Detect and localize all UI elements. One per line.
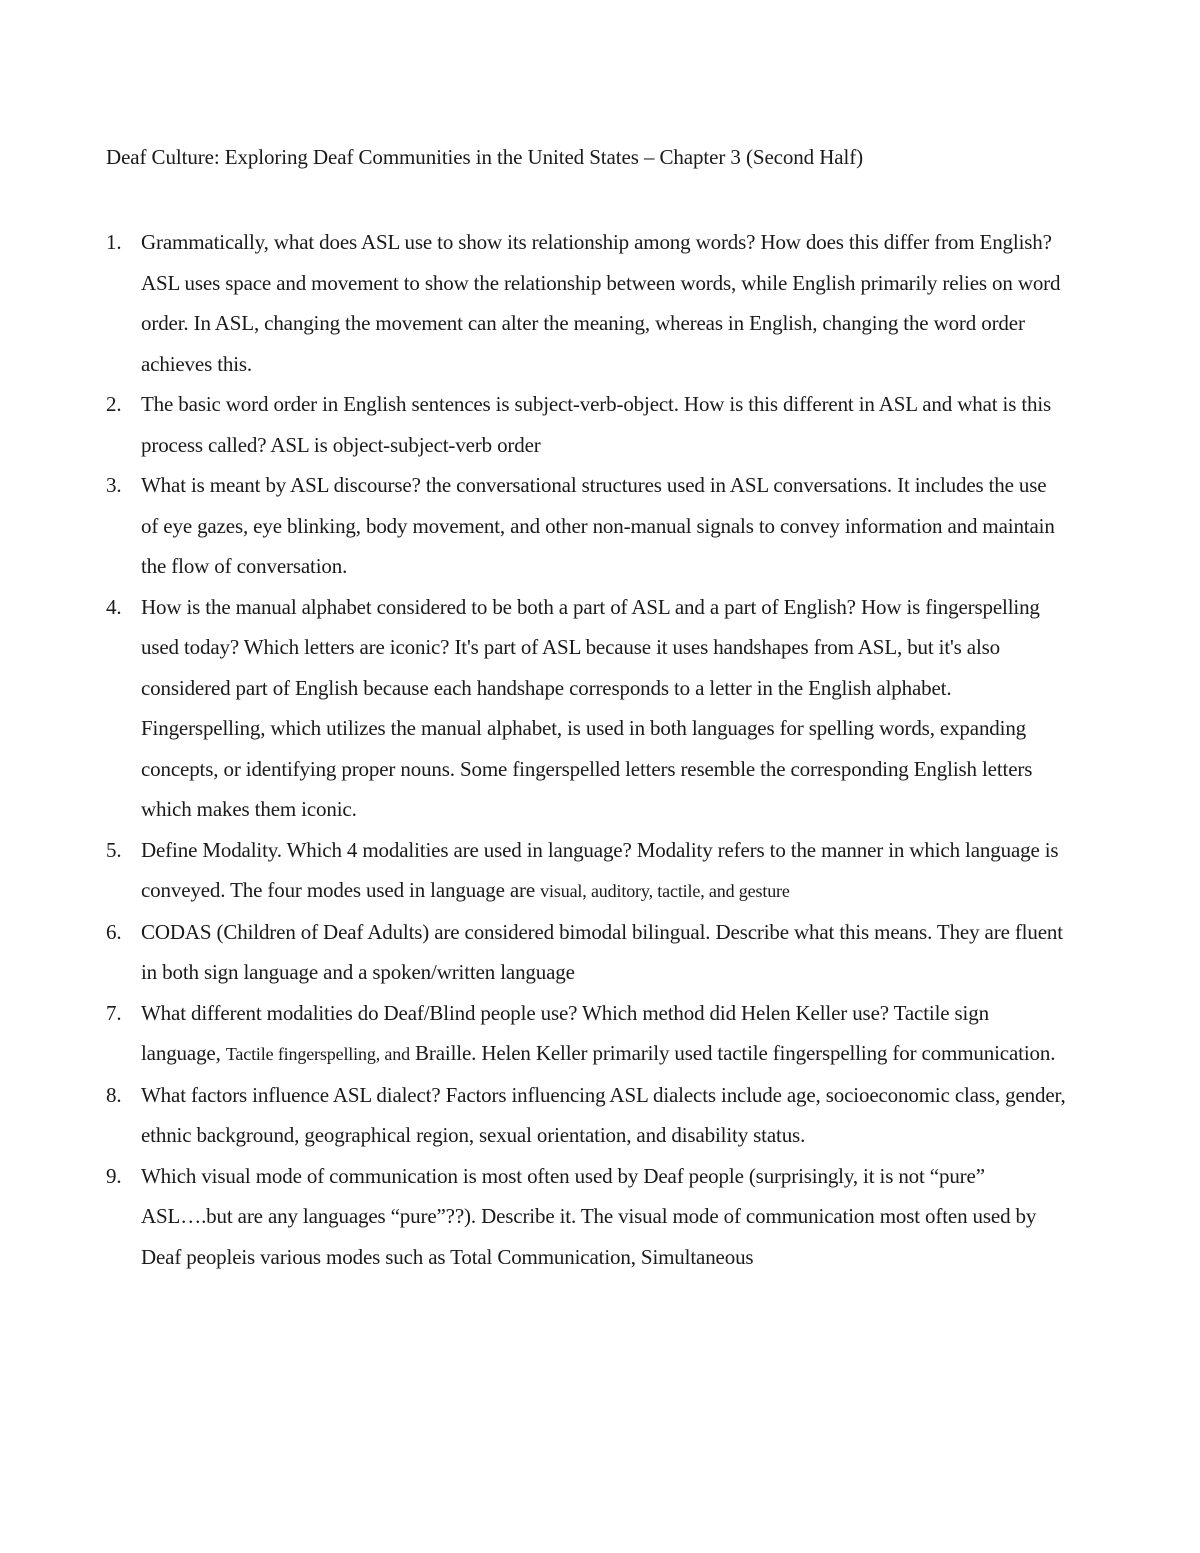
question-text: What factors influence ASL dialect? — [141, 1082, 441, 1107]
answer-text-small: visual, auditory, tactile, and gesture — [540, 881, 790, 901]
answer-text: It's part of ASL because it uses handshapes from ASL, but it's also considered part of English because each handshape corresponds to a letter in the English alphabet. Fingerspelling, which utilizes the manual alphabet, is used in both languages for spelling words, expanding concepts, or identifying proper nouns. Some fingerspelled letters resemble the corresponding English letters which makes them iconic. — [141, 635, 1033, 821]
answer-text: Factors influencing ASL dialects include age, socioeconomic class, gender, ethnic background, geographical region, sexual orientation, and disability status. — [141, 1082, 1066, 1147]
question-text: What is meant by ASL discourse? — [141, 473, 421, 497]
answer-text: Modality refers to the manner in which language is conveyed. The four modes used in language are — [141, 837, 1059, 902]
item-number: 1. — [106, 230, 122, 254]
answer-text: The visual mode of communication most often used by Deaf peopleis various modes such as Total Communication, Simultaneous — [141, 1204, 1037, 1269]
list-item — [0, 830, 1066, 912]
list-item — [0, 222, 1066, 384]
question-text: What different modalities do Deaf/Blind people use? Which method did Helen Keller use? — [141, 1000, 889, 1025]
item-number: 8. — [106, 1082, 122, 1107]
item-number: 3. — [106, 473, 122, 497]
answer-text: ASL is object-subject-verb order — [270, 432, 541, 457]
question-text: Which visual mode of communication is most often used by Deaf people (surprisingly, it is not “pure” ASL….but are any languages “pure”??). Describe it. — [141, 1163, 985, 1228]
answer-text-tail: Braille. Helen Keller primarily used tactile fingerspelling for communication. — [415, 1041, 1056, 1065]
list-item — [0, 993, 1066, 1075]
question-text: Define Modality. Which 4 modalities are used in language? — [141, 837, 632, 862]
answer-text-small: Tactile fingerspelling, and — [225, 1044, 410, 1064]
list-item — [0, 384, 1066, 465]
list-item — [0, 465, 1066, 587]
list-item — [0, 1156, 1066, 1278]
answer-text: Tactile sign language, — [141, 1000, 989, 1065]
list-item — [0, 1075, 1066, 1156]
item-number: 6. — [106, 919, 122, 944]
item-number: 9. — [106, 1163, 122, 1188]
document-title: Deaf Culture: Exploring Deaf Communities in the United States – Chapter 3 (Second Half) — [106, 145, 864, 169]
item-number: 7. — [106, 1000, 122, 1025]
answer-text: the conversational structures used in ASL conversations. It includes the use of eye gazes, eye blinking, body movement, and other non-manual signals to convey information and maintain the flow of conversation. — [141, 473, 1055, 578]
question-text: CODAS (Children of Deaf Adults) are considered bimodal bilingual. Describe what this means. — [141, 919, 933, 944]
item-number: 4. — [106, 594, 122, 619]
list-item — [0, 912, 1066, 993]
answer-text: ASL uses space and movement to show the relationship between words, while English primarily relies on word order. In ASL, changing the movement can alter the meaning, whereas in English, changing the word order achieves this. — [141, 270, 1061, 376]
item-number: 5. — [106, 837, 122, 862]
item-number: 2. — [106, 392, 122, 416]
question-text: The basic word order in English sentences is subject-verb-object. How is this different in ASL and what is this process called? — [141, 392, 1052, 457]
answer-text: They are fluent in both sign language and a spoken/written language — [141, 919, 1063, 984]
question-list — [0, 222, 1200, 1277]
question-text: How is the manual alphabet considered to be both a part of ASL and a part of English? How is fingerspelling used today? Which letters are iconic? — [141, 594, 1040, 659]
question-text: Grammatically, what does ASL use to show its relationship among words? How does this differ from English? — [141, 230, 1052, 254]
list-item — [0, 587, 1066, 830]
